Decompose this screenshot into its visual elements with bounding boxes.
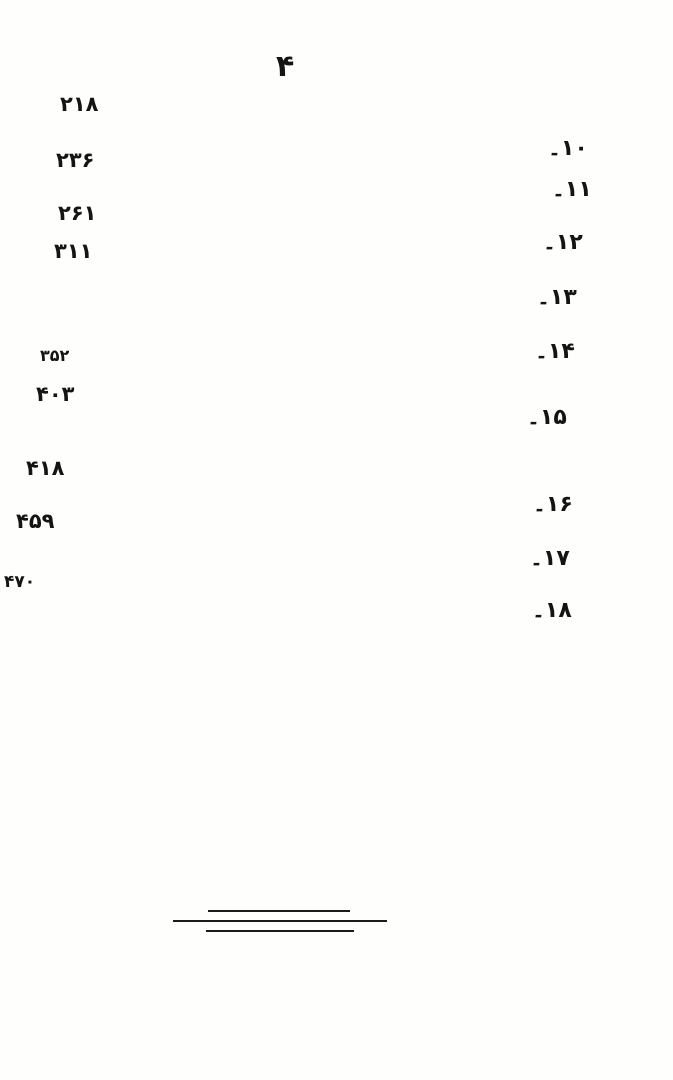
entry-serial: ۱۶۔ (533, 492, 573, 517)
divider-rule (173, 920, 387, 922)
entry-page-number: ۴۵۹ (16, 509, 55, 533)
page-number: ۴ (276, 49, 295, 84)
divider-rule (206, 930, 354, 932)
divider-rule (208, 910, 350, 912)
entry-serial: ۱۴۔ (535, 339, 575, 364)
entry-serial: ۱۷۔ (530, 546, 570, 571)
entry-serial: ۱۰۔ (548, 136, 588, 161)
entry-serial: ۱۸۔ (532, 598, 572, 623)
entry-page-number: ۴۰۳ (36, 382, 75, 406)
entry-serial: ۱۵۔ (527, 405, 567, 430)
entry-page-number: ۴۱۸ (26, 456, 65, 480)
entry-page-number: ۲۳۶ (56, 148, 95, 172)
entry-page-number: ۲۶۱ (58, 201, 97, 225)
entry-page-number: ۴۷۰ (4, 572, 36, 592)
entry-page-number: ۳۱۱ (54, 239, 93, 263)
entry-page-number: ۲۱۸ (60, 92, 99, 116)
entry-serial: ۱۲۔ (543, 230, 583, 255)
entry-serial: ۱۱۔ (552, 177, 592, 202)
entry-page-number: ۳۵۲ (40, 346, 70, 365)
entry-serial: ۱۳۔ (537, 285, 577, 310)
